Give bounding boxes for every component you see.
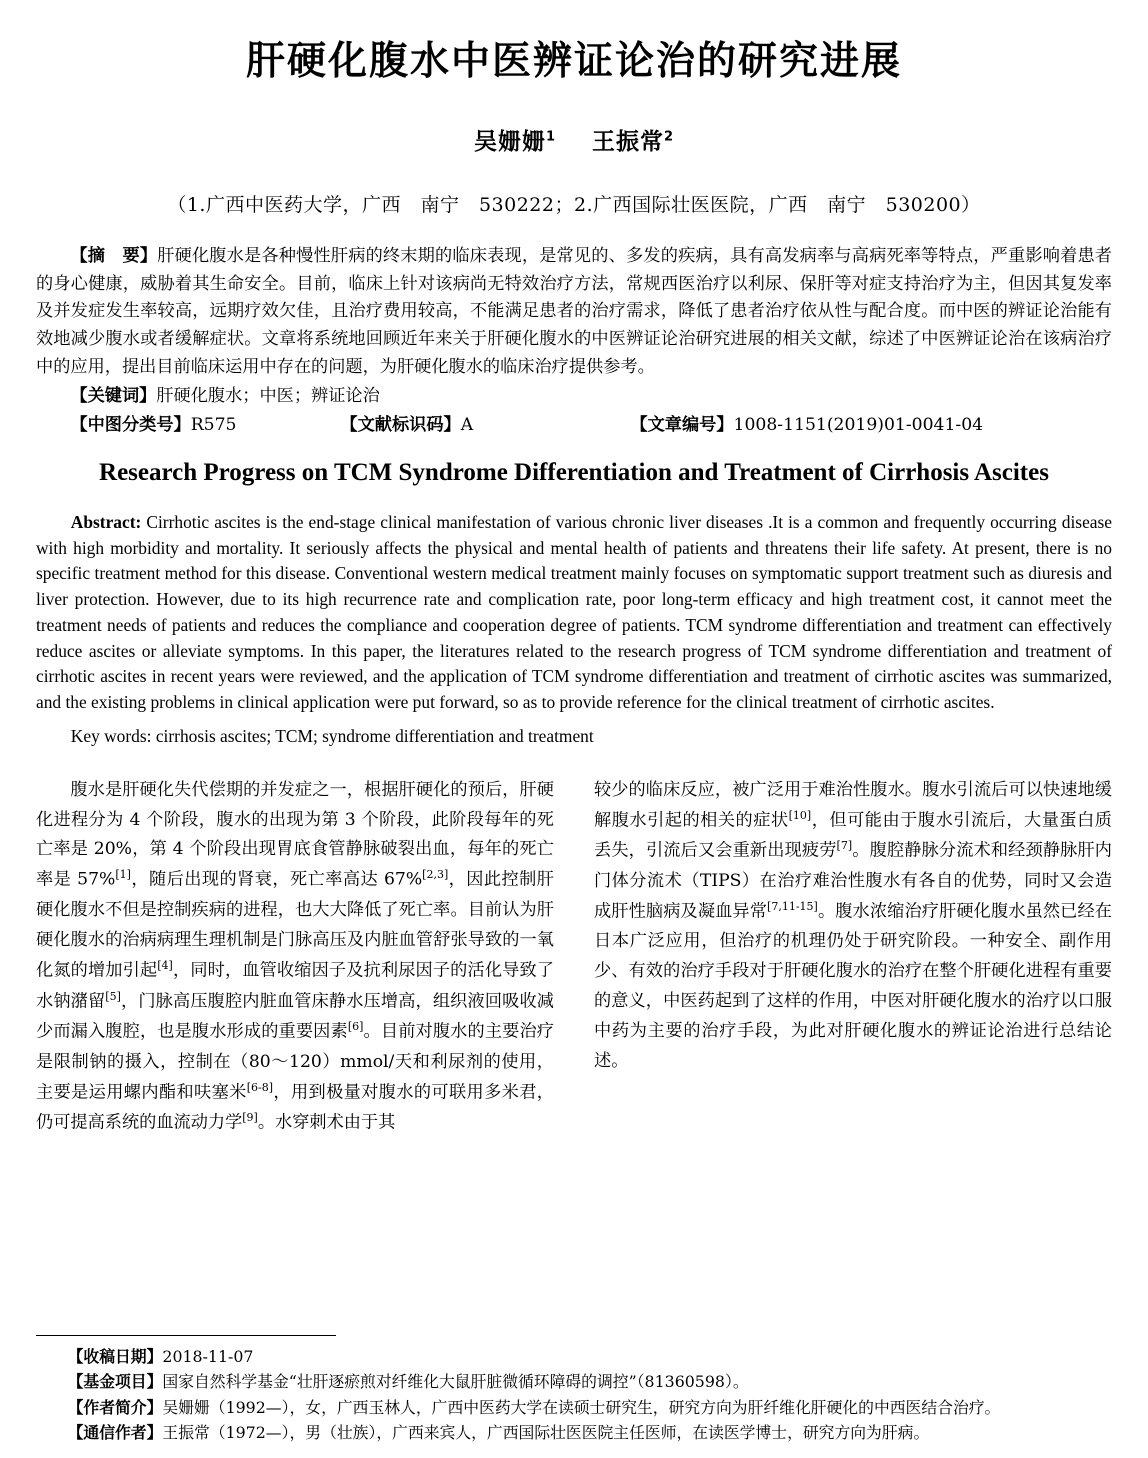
article-id-label: 【文章编号】 xyxy=(630,414,734,435)
chinese-abstract xyxy=(36,243,1112,382)
footnote-block xyxy=(36,1335,1112,1446)
english-keywords xyxy=(36,724,1112,750)
article-id-value: 1008-1151(2019)01-0041-04 xyxy=(733,414,984,435)
chinese-keywords xyxy=(36,382,1112,411)
english-abstract-label: Abstract: xyxy=(70,511,142,532)
body-paragraph-left: 腹水是肝硬化失代偿期的并发症之一，根据肝硬化的预后，肝硬化进程分为 4 个阶段，腹水的出现为第 3 个阶段，此阶段每年的死亡率是 20%，第 4 个阶段出现胃底食管静脉破裂出血，每年的死亡率是 57%[1]，随后出现的肾衰，死亡率高达 67%[2,3]，因此控制肝硬化腹水不但是控制疾病的进程，也大大降低了死亡率。目前认为肝硬化腹水的治病病理生理机制是门脉高压及内脏血管舒张导致的一氧化氮的增加引起[4]，同时，血管收缩因子及抗利尿因子的活化导致了水钠潴留[5]，门脉高压腹腔内脏血管床静水压增高，组织液回吸收减少而漏入腹腔，也是腹水形成的重要因素[6]。目前对腹水的主要治疗是限制钠的摄入，控制在（80～120）mmol/天和利尿剂的使用，主要是运用螺内酯和呋塞米[6-8]，用到极量对腹水的可联用多米君，仍可提高系统的血流动力学[9]。水穿刺术由于其 xyxy=(36,779,554,1134)
document-code-cell xyxy=(340,411,630,440)
clc-cell xyxy=(70,411,340,440)
received-date-value: 2018-11-07 xyxy=(162,1346,254,1366)
footnote-corresponding-author xyxy=(36,1420,1112,1446)
author-line xyxy=(36,123,1112,156)
chinese-keywords-label: 【关键词】 xyxy=(70,386,157,407)
author-bio-value: 吴姗姗（1992—），女，广西玉林人，广西中医药大学在读硕士研究生，研究方向为肝纤维化肝硬化的中西医结合治疗。 xyxy=(162,1397,1001,1417)
fund-value: 国家自然科学基金“壮肝逐瘀煎对纤维化大鼠肝脏微循环障碍的调控”（81360598）。 xyxy=(162,1372,749,1392)
body-column-left xyxy=(36,776,554,1139)
author-1-affiliation-marker: 1 xyxy=(545,129,556,145)
author-2-affiliation-marker: 2 xyxy=(664,129,675,145)
classification-row xyxy=(36,411,1112,440)
body-paragraph-right: 较少的临床反应，被广泛用于难治性腹水。腹水引流后可以快速地缓解腹水引起的相关的症状[10]，但可能由于腹水引流后，大量蛋白质丢失，引流后又会重新出现疲劳[7]。腹腔静脉分流术和经颈静脉肝内门体分流术（TIPS）在治疗难治性腹水有各自的优势，同时又会造成肝性脑病及凝血异常[7,11-15]。腹水浓缩治疗肝硬化腹水虽然已经在日本广泛应用，但治疗的机理仍处于研究阶段。一种安全、副作用少、有效的治疗手段对于肝硬化腹水的治疗在整个肝硬化进程有重要的意义，中医药起到了这样的作用，中医对肝硬化腹水的治疗以口服中药为主要的治疗手段，为此对肝硬化腹水的辨证论治进行总结论述。 xyxy=(594,779,1112,1072)
document-code-value: A xyxy=(460,414,474,435)
english-abstract-text: Cirrhotic ascites is the end-stage clinical manifestation of various chronic liver diseases .It is a common and frequently occurring disease with high morbidity and mortality. It seriously affects the physical and mental health of patients and threatens their life safety. At present, there is no specific treatment method for this disease. Conventional western medical treatment mainly focuses on symptomatic support treatment such as diuresis and liver protection. However, due to its high recurrence rate and complication rate, poor long-term efficacy and high treatment cost, it cannot meet the treatment needs of patients and reduces the compliance and cooperation degree of patients. TCM syndrome differentiation and treatment can effectively reduce ascites or alleviate symptoms. In this paper, the literatures related to the research progress of TCM syndrome differentiation and treatment of cirrhotic ascites in recent years were reviewed, and the application of TCM syndrome differentiation and treatment of cirrhotic ascites was summarized, and the existing problems in clinical application were put forward, so as to provide reference for the clinical treatment of cirrhotic ascites. xyxy=(36,511,1112,713)
footnote-author-bio xyxy=(36,1395,1112,1421)
body-columns xyxy=(36,776,1112,1139)
corresponding-author-value: 王振常（1972—），男（壮族），广西来宾人，广西国际壮医医院主任医师，在读医学博士，研究方向为肝病。 xyxy=(162,1423,930,1443)
document-code-label: 【文献标识码】 xyxy=(340,414,461,435)
corresponding-author-label: 【通信作者】 xyxy=(67,1423,163,1443)
footnote-received-date xyxy=(36,1344,1112,1370)
english-title: Research Progress on TCM Syndrome Differentiation and Treatment of Cirrhosis Ascites xyxy=(99,459,1049,487)
received-date-label: 【收稿日期】 xyxy=(67,1346,163,1366)
fund-label: 【基金项目】 xyxy=(67,1372,163,1392)
footnote-fund xyxy=(36,1369,1112,1395)
chinese-abstract-label: 【摘 要】 xyxy=(70,245,158,266)
article-id-cell xyxy=(630,411,1112,440)
page-title: 肝硬化腹水中医辨证论治的研究进展 xyxy=(245,39,902,84)
english-keywords-label: Key words: xyxy=(70,725,152,746)
affiliation-line: （1.广西中医药大学，广西 南宁 530222；2.广西国际壮医医院，广西 南宁 530200） xyxy=(167,193,981,216)
author-2-name: 王振常 xyxy=(592,128,664,155)
author-1-name: 吴姗姗 xyxy=(473,128,546,155)
author-bio-label: 【作者简介】 xyxy=(67,1397,163,1417)
english-keywords-text: cirrhosis ascites; TCM; syndrome differentiation and treatment xyxy=(151,725,594,746)
chinese-keywords-text: 肝硬化腹水；中医；辨证论治 xyxy=(156,386,380,407)
clc-label: 【中图分类号】 xyxy=(70,414,191,435)
clc-value: R575 xyxy=(190,414,237,435)
body-column-right xyxy=(594,776,1112,1139)
footnote-divider xyxy=(36,1335,336,1336)
english-abstract xyxy=(36,510,1112,716)
chinese-abstract-text: 肝硬化腹水是各种慢性肝病的终末期的临床表现，是常见的、多发的疾病，具有高发病率与高病死率等特点，严重影响着患者的身心健康，威胁着其生命安全。目前，临床上针对该病尚无特效治疗方法，常规西医治疗以利尿、保肝等对症支持治疗为主，但因其复发率及并发症发生率较高，远期疗效欠佳，且治疗费用较高，不能满足患者的治疗需求，降低了患者治疗依从性与配合度。而中医的辨证论治能有效地减少腹水或者缓解症状。文章将系统地回顾近年来关于肝硬化腹水的中医辨证论治研究进展的相关文献，综述了中医辨证论治在该病治疗中的应用，提出目前临床运用中存在的问题，为肝硬化腹水的临床治疗提供参考。 xyxy=(36,245,1112,378)
